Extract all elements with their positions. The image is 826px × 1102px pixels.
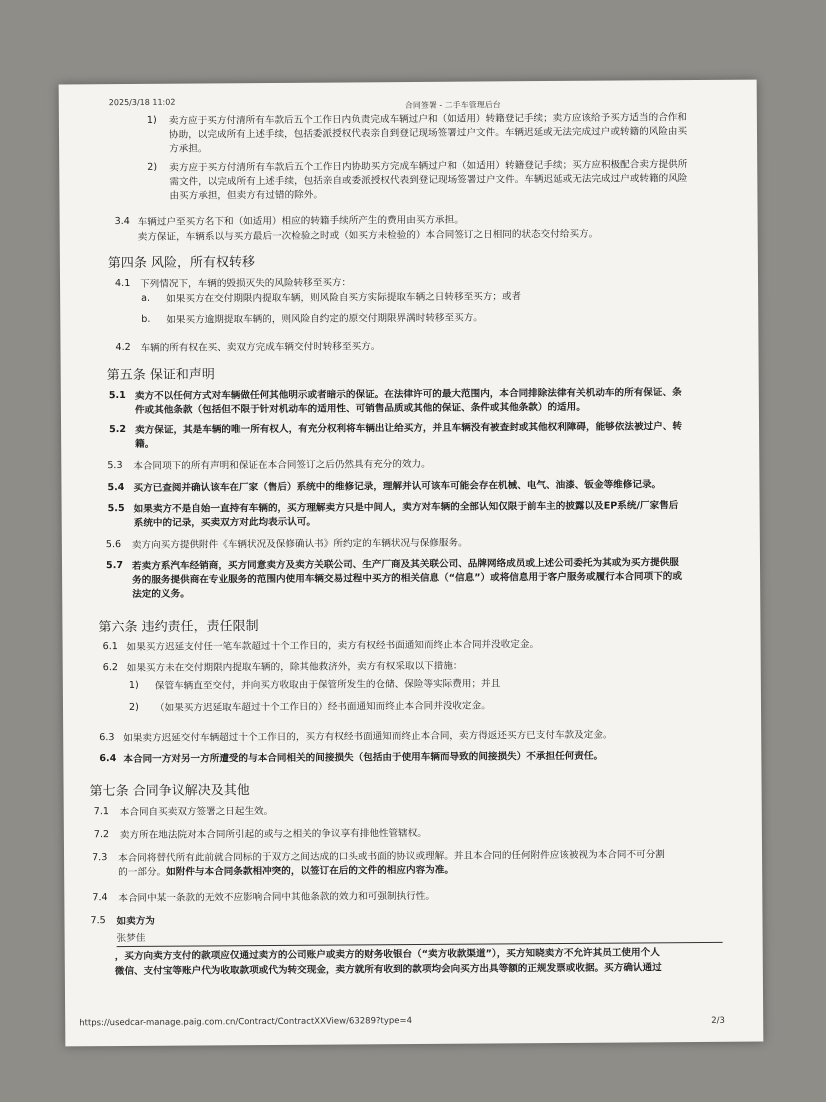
clause-text: 车辆的所有权在买、卖双方完成车辆交付时转移至买方。 <box>140 341 381 354</box>
clause-text: 籍。 <box>135 438 155 450</box>
clause-text: 件或其他条款（包括但不限于针对机动车的适用性、可销售品质或其他的保证、条件或其他条款）的适用。 <box>134 401 586 416</box>
clause-text: 本合同一方对另一方所遭受的与本合同相关的间接损失（包括由于使用车辆而导致的间接损失）不承担任何责任。 <box>123 750 604 766</box>
clause-text: 车辆过户至买方名下和（如适用）相应的转籍手续所产生的费用由买方承担。 <box>137 214 464 228</box>
page-url: https://usedcar-manage.paig.com.cn/Contract/ContractXXView/63289?type=4 <box>79 1016 413 1029</box>
clause-number: 7.1 <box>93 806 110 818</box>
clause-number: 5.6 <box>105 539 122 551</box>
clause-text: 方承担。 <box>169 143 208 155</box>
clause-text: 下列情况下，车辆的毁损灭失的风险转移至买方： <box>140 277 352 290</box>
clause-text: 卖方应于买方付清所有车款后五个工作日内协助买方完成车辆过户和（如适用）转籍登记手续；买方应积极配合卖方提供所 <box>169 159 688 174</box>
clause-text: 卖方保证，车辆系以与买方最后一次检验之时或（如买方未检验的）本合同签订之日相同的状态交付给买方。 <box>137 228 599 243</box>
clause-number: 5.5 <box>107 502 125 515</box>
clause-number: 5.7 <box>105 560 124 572</box>
item-number: 1) <box>146 114 157 126</box>
article-5-heading: 第五条 保证和声明 <box>106 367 215 384</box>
print-datetime: 2025/3/18 11:02 <box>108 97 176 108</box>
clause-text: 如果买方未在交付期限内提取车辆的，除其他救济外，卖方有权采取以下措施： <box>126 660 463 674</box>
item-number: 2) <box>128 701 139 713</box>
clause-text: 如果卖方不是自始一直持有车辆的，买方理解卖方只是中间人，卖方对车辆的全部认知仅限于前车主的披露以及EP系统/厂家售后 <box>133 500 679 515</box>
clause-text: 买方已查阅并确认该车在厂家（售后）系统中的维修记录，理解并认可该车可能会存在机械、电气、油漆、钣金等维修记录。 <box>133 479 662 494</box>
seller-name: 张梦佳 <box>116 932 146 945</box>
clause-number: 7.3 <box>92 852 108 864</box>
clause-label: 如卖方为 <box>116 915 155 928</box>
print-title: 合同签署 - 二手车管理后台 <box>404 100 501 111</box>
clause-text: 由买方承担，但卖方有过错的除外。 <box>169 189 323 202</box>
clause-text: 卖方向买方提供附件《车辆状况及保修确认书》所约定的车辆状况与保修服务。 <box>131 537 468 551</box>
clause-number: 5.1 <box>108 389 126 402</box>
clause-text: 需文件，以完成所有上述手续，包括亲自或委派授权代表到登记现场签署过户文件。车辆迟延或无法完成过户或转籍的风险 <box>169 173 688 188</box>
article-7-heading: 第七条 合同争议解决及其他 <box>89 783 250 800</box>
clause-number: 5.2 <box>109 423 127 436</box>
clause-number: 5.3 <box>107 460 123 472</box>
item-number: b. <box>141 313 151 325</box>
article-6-heading: 第六条 违约责任，责任限制 <box>98 619 259 636</box>
clause-text: 系统中的记录，买卖双方对此均表示认可。 <box>133 516 317 529</box>
clause-text: 务的服务提供商在专业服务的范围内使用车辆交易过程中买方的相关信息（“信息”）或将信息用于客户服务或履行本合同项下的或 <box>132 571 682 586</box>
clause-number: 6.3 <box>99 732 115 744</box>
clause-number: 3.4 <box>114 215 130 228</box>
clause-text: 如果卖方迟延交付车辆超过十个工作日的，买方有权经书面通知而终止本合同，卖方得返还买方已支付车款及定金。 <box>123 729 613 745</box>
clause-text <box>118 864 454 880</box>
clause-text: 法定的义务。 <box>132 588 190 600</box>
contract-page <box>59 80 764 1047</box>
clause-number: 6.4 <box>99 753 117 765</box>
clause-text: 协助，以完成所有上述手续，包括委派授权代表亲自到登记现场签署过户文件。车辆迟延或无法完成过户或转籍的风险由买 <box>168 126 688 141</box>
clause-number: 4.1 <box>115 277 131 290</box>
article-4-heading: 第四条 风险，所有权转移 <box>107 255 256 272</box>
clause-text: 卖方所在地法院对本合同所引起的或与之相关的争议享有排他性管辖权。 <box>119 827 427 842</box>
clause-text: 本合同将替代所有此前就合同标的于双方之间达成的口头或书面的协议或理解。并且本合同的任何附件应该被视为本合同不可分割 <box>118 849 665 865</box>
item-number: 1) <box>128 679 139 691</box>
clause-text: 如果买方在交付期限内提取车辆，则风险自买方实际提取车辆之日转移至买方；或者 <box>166 291 522 305</box>
clause-text: 卖方保证，其是车辆的唯一所有权人，有充分权利将车辆出让给买方，并且车辆没有被查封或其他权利障碍，能够依法被过户、转 <box>135 421 682 436</box>
clause-number: 7.5 <box>90 915 106 927</box>
clause-text: 本合同中某一条款的无效不应影响合同中其他条款的效力和可强制执行性。 <box>118 890 435 905</box>
clause-text: 本合同自买卖双方签署之日起生效。 <box>119 805 274 819</box>
clause-number: 7.4 <box>92 892 108 904</box>
item-number: 2) <box>147 161 158 173</box>
clause-text: 若卖方系汽车经销商，买方同意卖方及卖方关联公司、生产厂商及其关联公司、品牌网络成员或上述公司委托为其或为买方提供服 <box>131 557 679 572</box>
clause-text: ，买方向卖方支付的款项应仅通过卖方的公司账户或卖方的财务收银台（“卖方收款渠道”），买方知晓卖方不允许其员工使用个人 <box>114 947 660 963</box>
clause-text: 保管车辆直至交付，并向买方收取由于保管所发生的仓储、保险等实际费用；并且 <box>154 678 501 692</box>
clause-text: 卖方不以任何方式对车辆做任何其他明示或者暗示的保证。在法律许可的最大范围内，本合同排除法律有关机动车的所有保证、条 <box>134 387 682 402</box>
clause-text: 如果买方逾期提取车辆的，则风险自约定的原交付期限界满时转移至买方。 <box>166 312 483 326</box>
clause-text: 微信、支付宝等账户代为收取款项或代为转交现金，卖方就所有收到的款项均会向买方出具等额的正规发票或收据。买方确认通过 <box>114 962 662 978</box>
clause-text: 如果买方迟延支付任一笔车款超过十个工作日的，卖方有权经书面通知而终止本合同并没收定金。 <box>126 639 540 653</box>
clause-number: 4.2 <box>115 341 131 354</box>
item-number: a. <box>141 292 151 304</box>
clause-number: 6.1 <box>102 641 118 653</box>
clause-text: 卖方应于买方付清所有车款后五个工作日内负责完成车辆过户和（如适用）转籍登记手续；卖方应该给予买方适当的合作和 <box>168 112 687 127</box>
clause-text-plain: 的一部分。 <box>118 866 167 879</box>
page-number: 2/3 <box>711 1015 725 1026</box>
clause-text: （如果买方迟延取车超过十个工作日的）经书面通知而终止本合同并没收定金。 <box>154 700 491 714</box>
clause-number: 6.2 <box>102 662 119 674</box>
clause-number: 7.2 <box>93 829 110 841</box>
clause-number: 5.4 <box>107 481 125 494</box>
clause-text-bold: 如附件与本合同条款相冲突的，以签订在后的文件的相应内容为准。 <box>166 864 454 878</box>
clause-text: 本合同项下的所有声明和保证在本合同签订之后仍然具有充分的效力。 <box>133 458 431 472</box>
